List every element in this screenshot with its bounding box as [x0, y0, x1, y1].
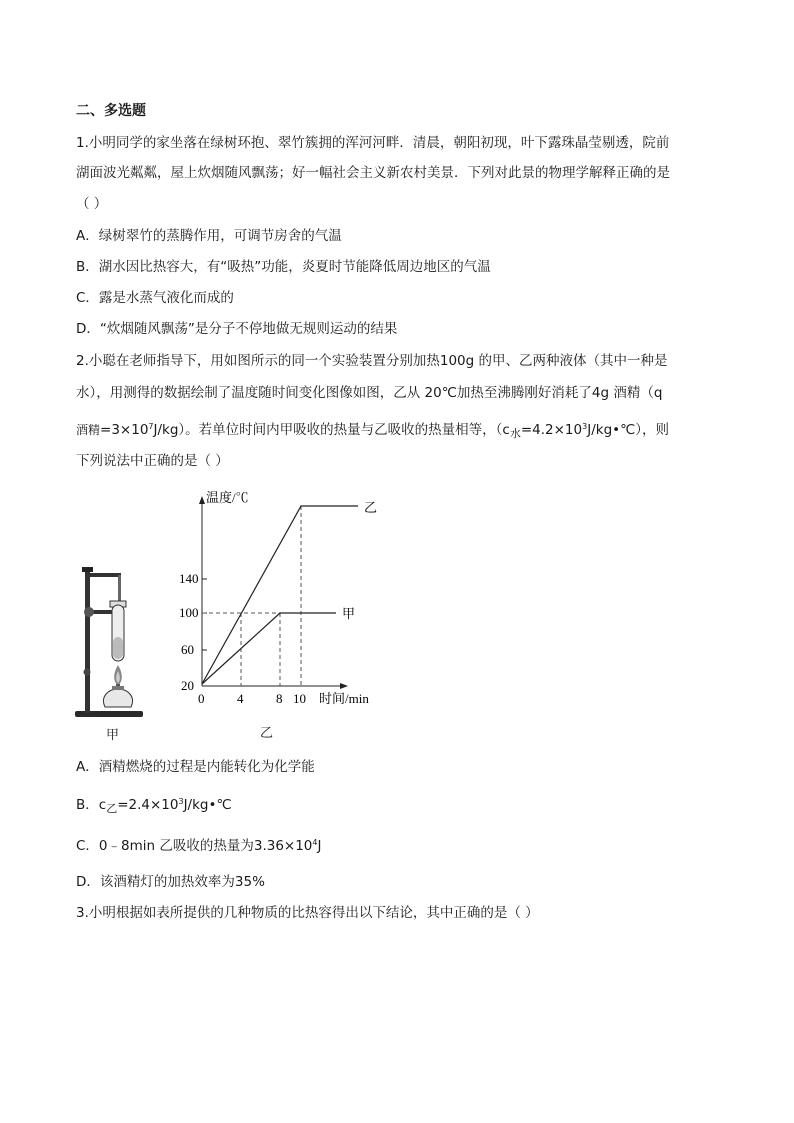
- temperature-time-graph: [176, 488, 396, 718]
- x-tick-label-4: 4: [237, 691, 244, 706]
- x-axis-label: 时间/min: [319, 691, 369, 706]
- q2-stem-line2: 水），用测得的数据绘制了温度随时间变化图像如图，乙从 20℃加热至沸腾刚好消耗了4g 酒精（q: [76, 385, 663, 401]
- q2-stem-line1: 2.小聪在老师指导下，用如图所示的同一个实验装置分别加热100g 的甲、乙两种液体（其中一种是: [76, 353, 668, 369]
- q2-stem-text: J/kg•℃），则: [587, 422, 670, 438]
- y-tick-label-140: 140: [179, 571, 199, 586]
- x-tick-label-10: 10: [293, 691, 306, 706]
- upper-arm: [89, 573, 121, 577]
- exponent: 4: [312, 838, 318, 847]
- alcohol-lamp: [103, 689, 132, 707]
- x-tick-label-0: 0: [198, 691, 205, 706]
- clamp-knob: [84, 607, 94, 617]
- q2-option-c[interactable]: [76, 837, 321, 855]
- water-heat-text: =4.2×10: [520, 422, 583, 438]
- q1-option-b[interactable]: B．湖水因比热容大，有“吸热”功能，炎夏时节能降低周边地区的气温: [76, 259, 491, 275]
- y-tick-label-60: 60: [181, 642, 194, 657]
- series-label-yi: 乙: [364, 500, 378, 515]
- q2-stem-line3: [76, 421, 669, 439]
- q1-stem-line2: 湖面波光粼粼，屋上炊烟随风飘荡；好一幅社会主义新农村美景．下列对此景的物理学解释正确的是: [76, 165, 670, 181]
- q2-stem-line4: 下列说法中正确的是（ ）: [76, 453, 229, 469]
- stand-rod: [85, 569, 90, 713]
- q1-stem-line1: 1.小明同学的家坐落在绿树环抱、翠竹簇拥的浑河河畔．清晨，朝阳初现，叶下露珠晶莹剔透，院前: [76, 135, 670, 151]
- thermometer: [118, 575, 121, 603]
- y-tick-label-100: 100: [179, 605, 199, 620]
- yi-subscript: 乙: [106, 802, 118, 815]
- option-b-label: B．c: [76, 797, 107, 813]
- option-b-unit: J/kg•℃: [183, 797, 232, 813]
- exponent: 7: [148, 422, 154, 431]
- q1-stem-line3: （ ）: [76, 196, 108, 212]
- exponent: 3: [178, 797, 184, 806]
- stand-cap: [82, 567, 93, 572]
- q1-option-c[interactable]: C．露是水蒸气液化而成的: [76, 290, 234, 306]
- q-alcohol-subscript: 酒精: [76, 423, 101, 437]
- x-tick-label-8: 8: [276, 691, 283, 706]
- option-b-value: =2.4×10: [117, 797, 179, 813]
- series-label-jia: 甲: [342, 606, 356, 621]
- lamp-neck: [112, 686, 124, 690]
- y-tick-label-20: 20: [181, 678, 194, 693]
- heating-apparatus-illustration: [72, 565, 152, 735]
- figure-caption-right: 乙: [260, 726, 274, 741]
- option-c-unit: J: [317, 838, 322, 854]
- q2-option-a[interactable]: A．酒精燃烧的过程是内能转化为化学能: [76, 759, 315, 775]
- y-axis-arrow: [199, 496, 205, 504]
- stand-screw: [84, 669, 91, 676]
- heat-value-text: =3×10: [100, 422, 149, 438]
- q2-stem-text: J/kg）。若单位时间内甲吸收的热量与乙吸收的热量相等，（c: [153, 422, 510, 438]
- x-axis-arrow: [340, 683, 348, 689]
- q1-option-d[interactable]: D．“炊烟随风飘荡”是分子不停地做无规则运动的结果: [76, 321, 398, 337]
- q3-stem-line1: 3.小明根据如表所提供的几种物质的比热容得出以下结论，其中正确的是（ ）: [76, 905, 539, 921]
- q2-option-d[interactable]: D．该酒精灯的加热效率为35%: [76, 874, 265, 890]
- section-title: 二、多选题: [76, 103, 146, 119]
- q1-option-a[interactable]: A．绿树翠竹的蒸腾作用，可调节房舍的气温: [76, 228, 342, 244]
- q2-option-b[interactable]: [76, 796, 232, 814]
- tube-liquid: [113, 637, 123, 659]
- exponent: 3: [582, 422, 588, 431]
- figure-caption-left: 甲: [106, 728, 120, 743]
- water-subscript: 水: [509, 427, 521, 440]
- option-c-text: C．0﹣8min 乙吸收的热量为3.36×10: [76, 838, 313, 854]
- y-axis-label: 温度/℃: [206, 490, 249, 505]
